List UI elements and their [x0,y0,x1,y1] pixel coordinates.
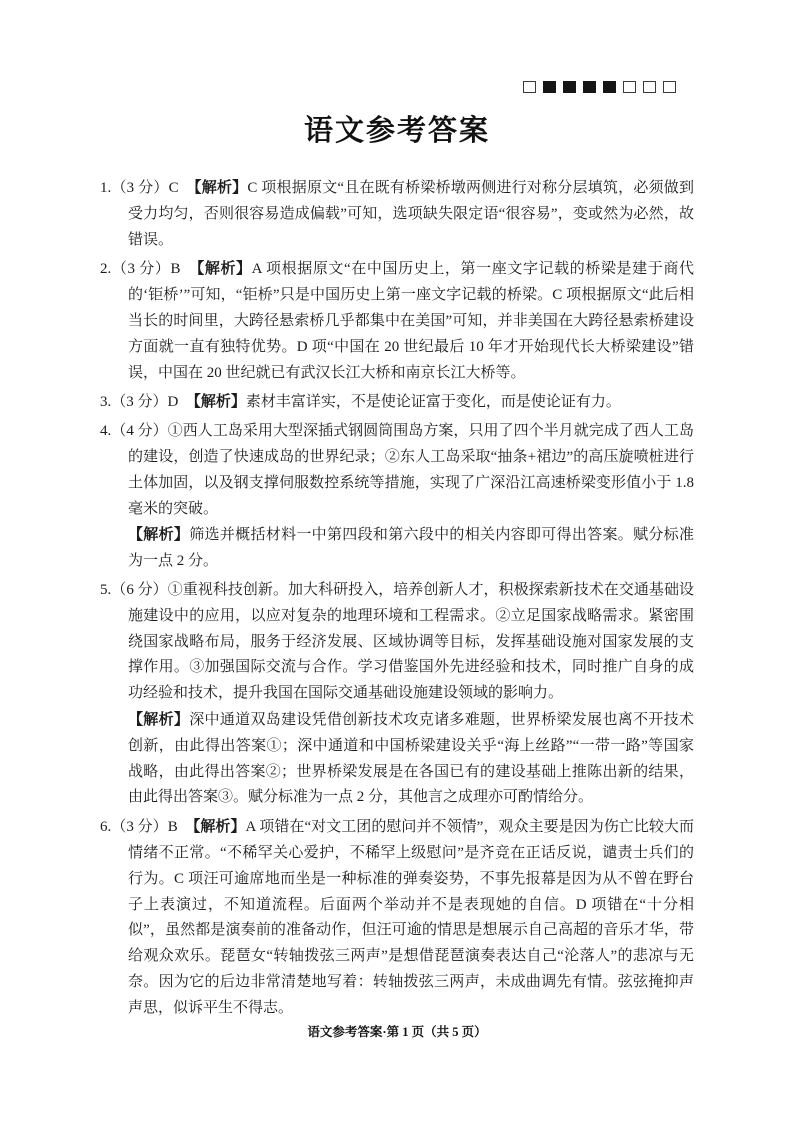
answer-6-paragraph-1 [100,814,694,1021]
outline-square-mark [643,81,656,93]
page-title: 语文参考答案 [303,115,490,147]
answer-1-paragraph-1 [100,175,694,253]
item-4-number: 4. [100,423,112,440]
item-3-number: 3. [100,394,112,411]
answer-3-paragraph-1 [100,389,694,416]
answer-4-paragraph-1 [100,419,694,522]
answer-item-4 [100,419,694,575]
answer-item-3 [100,389,694,416]
outline-square-mark [623,81,636,93]
filled-square-mark [543,81,556,93]
item-5-text: ①重视科技创新。加大科研投入，培养创新人才，积极探索新技术在交通基础设施建设中的应用，以应对复杂的地理环境和工程需求。②立足国家战略需求。紧密围绕国家战略布局，服务于经济发展、区域协调等目标，发挥基础设施对国家发展的支撑作用。③加强国际交流与合作。学习借鉴国外先进经验和技术，同时推广自身的成功经验和技术，提升我国在国际交通基础设施建设领域的影响力。 [128,581,694,702]
answer-item-5 [100,578,694,811]
item-5-number: 5. [100,581,112,598]
registration-marks [523,81,676,93]
item-1-text: C 项根据原文“且在既有桥梁桥墩两侧进行对称分层填筑，必须做到受力均匀，否则很容易造成偏载”可知，选项缺失限定语“很容易”，变或然为必然，故错误。 [128,180,694,248]
jiexi-label: 【解析】 [196,260,252,278]
answers-list [100,175,694,1022]
filled-square-mark [563,81,576,93]
item-6-score: （3 分）B [111,819,193,836]
filled-square-mark [603,81,616,93]
item-4-score: （4 分） [111,423,168,440]
item-6-text: A 项错在“对文工团的慰问并不领情”，观众主要是因为伤亡比较大而情绪不正常。“不稀罕关心爱护，不稀罕上级慰问”是齐竞在正话反说，谴责士兵们的行为。C 项汪可逾席地而坐是一种标准的弹奏姿势，不事先报幕是因为从不曾在野台子上表演过，不知道流程。后面两个举动并不是表现她的自信。D 项错在“十分相似”，虽然都是演奏前的准备动作，但汪可逾的情思是想展示自己高超的音乐才华，带给观众欢乐。琵琶女“转轴拨弦三两声”是想借琵琶演奏表达自己“沦落人”的悲凉与无奈。因为它的后边非常清楚地写着：转轴拨弦三两声，未成曲调先有情。弦弦掩抑声声思，似诉平生不得志。 [128,819,694,1016]
answer-5-paragraph-2 [128,707,694,811]
answer-item-1 [100,175,694,253]
answer-2-paragraph-1 [100,256,694,386]
answer-item-2 [100,256,694,386]
jiexi-label: 【解析】 [128,526,190,544]
outline-square-mark [523,81,536,93]
answer-4-paragraph-2 [128,522,694,575]
jiexi-label: 【解析】 [192,818,246,836]
item-2-number: 2. [100,261,112,278]
item-2-text: A 项根据原文“在中国历史上，第一座文字记载的桥梁是建于商代的‘钜桥’”可知，“钜桥”只是中国历史上第一座文字记载的桥梁。C 项根据原文“此后相当长的时间里，大跨径悬索桥几乎都集中在美国”可知，并非美国在大跨径悬索桥建设方面就一直有独特优势。D 项“中国在 20 世纪最后 10 年才开始现代长大桥梁建设”错误，中国在 20 世纪就已有武汉长江大桥和南京长江大桥等。 [128,261,694,381]
item-1-score: （3 分）C [111,180,195,196]
jiexi-label: 【解析】 [194,179,248,196]
answer-item-6 [100,814,694,1021]
item-2-score: （3 分）B [111,261,197,278]
outline-square-mark [663,81,676,93]
item-4-analysis-text: 筛选并概括材料一中第四段和第六段中的相关内容即可得出答案。赋分标准为一点 2 分。 [128,527,694,570]
jiexi-label: 【解析】 [128,710,190,728]
filled-square-mark [583,81,596,93]
item-6-number: 6. [100,819,112,836]
item-5-score: （6 分） [111,581,168,598]
jiexi-label: 【解析】 [193,393,246,411]
item-1-number: 1. [100,180,112,196]
item-4-text: ①西人工岛采用大型深插式钢圆筒围岛方案，只用了四个半月就完成了西人工岛的建设，创造了快速成岛的世界纪录；②东人工岛采取“抽条+裙边”的高压旋喷桩进行土体加固，以及钢支撑伺服数控系统等措施，实现了广深沿江高速桥梁变形值小于 1.8 毫米的突破。 [128,423,694,517]
item-3-text: 素材丰富详实，不是使论证富于变化，而是使论证有力。 [245,394,621,411]
answer-5-paragraph-1 [100,578,694,707]
item-5-analysis-text: 深中通道双岛建设凭借创新技术攻克诸多难题，世界桥梁发展也离不开技术创新，由此得出答案①；深中通道和中国桥梁建设关乎“海上丝路”“一带一路”等国家战略，由此得出答案②；世界桥梁发展是在各国已有的建设基础上推陈出新的结果，由此得出答案③。赋分标准为一点 2 分，其他言之成理亦可酌情给分。 [128,711,694,806]
page-footer: 语文参考答案·第 1 页（共 5 页） [307,1025,487,1039]
item-3-score: （3 分）D [111,394,194,411]
